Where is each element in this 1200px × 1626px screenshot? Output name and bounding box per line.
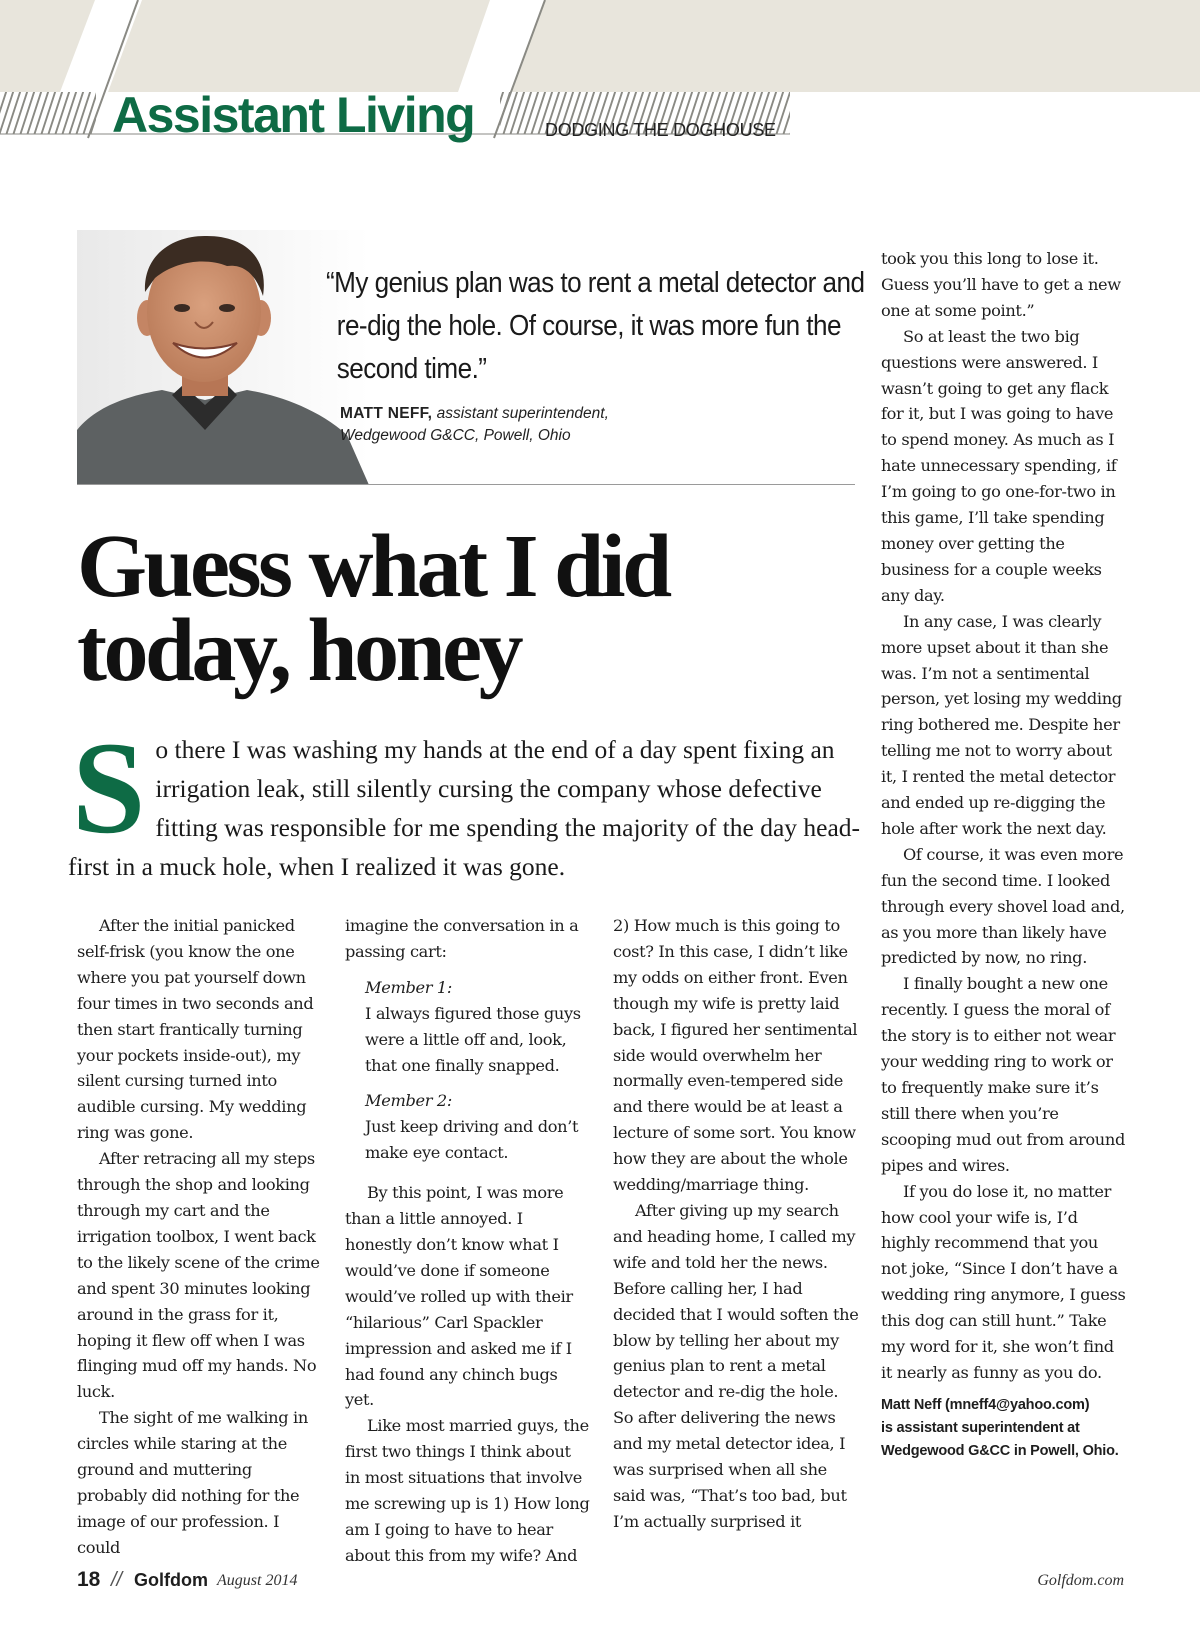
pull-quote-affiliation: Wedgewood G&CC, Powell, Ohio <box>340 427 571 444</box>
page-number: 18 <box>77 1568 101 1591</box>
bio-line: is assistant superintendent at <box>881 1419 1080 1436</box>
section-subtitle: DODGING THE DOGHOUSE <box>545 120 776 140</box>
body-paragraph: After giving up my search and heading home, I called my wife and told her the news. Before calling her, I had decided that I would soften the blow by telling her about my genius plan to rent a metal detector and re-dig the hole. So after delivering the news and my metal detector idea, I was surprised when all she said was, “That’s too bad, but I’m actually surprised it <box>613 1200 859 1531</box>
body-column-3 <box>613 913 863 1535</box>
pull-quote-name: MATT NEFF, <box>340 405 433 422</box>
bio-line: Wedgewood G&CC in Powell, Ohio. <box>881 1442 1119 1459</box>
body-paragraph: So at least the two big questions were answered. I wasn’t going to get any flack for it, but I was going to have to spend money. As much as I hate unnecessary spending, if I’m going to go one-for-two in this game, I’ll take spending money over getting the business for a couple weeks any day. <box>881 326 1117 605</box>
author-bio <box>881 1394 1126 1463</box>
body-paragraph: Like most married guys, the first two things I think about in most situations that involve me screwing up is 1) How long am I going to have to hear about this from my wife? And <box>345 1416 590 1565</box>
speaker-line: I always figured those guys were a little off and, look, that one finally snapped. <box>365 1003 581 1075</box>
body-paragraph: In any case, I was clearly more upset about it than she was. I’m not a sentimental person, yet losing my wedding ring bothered me. Despite her telling me not to worry about it, I rented the metal detector and ended up re-digging the hole after work the next day. <box>881 611 1122 838</box>
dialogue-member-1 <box>365 975 590 1079</box>
pull-quote-role: assistant superintendent, <box>436 405 609 422</box>
issue-date: August 2014 <box>217 1572 298 1589</box>
body-column-2 <box>345 913 590 1569</box>
body-column-4 <box>881 246 1126 1463</box>
page-footer <box>77 1568 1124 1598</box>
footer-separator: // <box>111 1569 123 1591</box>
body-paragraph: By this point, I was more than a little annoyed. I honestly don’t know what I would’ve done if someone would’ve rolled up with their “hilarious” Carl Spackler impression and asked me if I had found any chinch bugs yet. <box>345 1183 573 1410</box>
bio-line: Matt Neff (mneff4@yahoo.com) <box>881 1396 1090 1413</box>
pull-quote <box>326 262 866 447</box>
body-paragraph: If you do lose it, no matter how cool your wife is, I’d highly recommend that you not joke, “Since I don’t have a wedding ring anymore, I guess this dog can still hunt.” Take my word for it, she won’t find it nearly as funny as you do. <box>881 1181 1126 1382</box>
body-paragraph: Of course, it was even more fun the second time. I looked through every shovel load and, as you more than likely have predicted by now, no ring. <box>881 844 1125 968</box>
body-column-1 <box>77 913 322 1561</box>
dialogue-member-2 <box>365 1088 590 1166</box>
body-paragraph: took you this long to lose it. Guess you’ll have to get a new one at some point.” <box>881 249 1121 320</box>
speaker-line: Just keep driving and don’t make eye contact. <box>365 1117 579 1163</box>
article-headline: Guess what I did today, honey <box>77 517 669 700</box>
body-paragraph: imagine the conversation in a passing cart: <box>345 916 579 961</box>
lead-paragraph <box>68 714 868 886</box>
pull-quote-attribution <box>326 403 866 447</box>
body-paragraph: After the initial panicked self-frisk (you know the one where you pat yourself down four times in two seconds and then start frantically turning your pockets inside-out), my silent cursing turned into audible cursing. My wedding ring was gone. <box>77 916 314 1143</box>
speaker-label: Member 2: <box>365 1091 452 1111</box>
section-header <box>0 0 1200 150</box>
website-link[interactable]: Golfdom.com <box>1037 1572 1124 1589</box>
publication-name: Golfdom <box>134 1570 208 1590</box>
body-paragraph: The sight of me walking in circles while staring at the ground and muttering probably did nothing for the image of our profession. I could <box>77 1408 308 1557</box>
speaker-label: Member 1: <box>365 977 452 997</box>
lead-text: o there I was washing my hands at the end of a day spent fixing an irrigation leak, still silently cursing the company whose defective fitting was responsible for me spending the majority of the day head-first in a muck hole, when I realized it was gone. <box>68 735 861 881</box>
pull-quote-divider <box>77 484 855 485</box>
body-paragraph: After retracing all my steps through the shop and looking through my cart and the irrigation toolbox, I went back to the likely scene of the crime and spent 30 minutes looking around in the grass for it, hoping it flew off when I was flinging mud off my hands. No luck. <box>77 1149 320 1402</box>
pull-quote-text: “My genius plan was to rent a metal detector and re-dig the hole. Of course, it was more fun the second time.” <box>326 267 865 385</box>
drop-cap: S <box>72 714 146 861</box>
body-paragraph: I finally bought a new one recently. I guess the moral of the story is to either not wear your wedding ring to work or to frequently make sure it’s still there when you’re scooping mud out from around pipes and wires. <box>881 974 1125 1175</box>
section-title: Assistant Living <box>112 87 475 143</box>
body-paragraph: 2) How much is this going to cost? In this case, I didn’t like my odds on either front. Even though my wife is pretty laid back, I figured her sentimental side would overwhelm her normally even-tempered side and there would be at least a lecture of some sort. You know how they are about the whole wedding/marriage thing. <box>613 916 858 1195</box>
